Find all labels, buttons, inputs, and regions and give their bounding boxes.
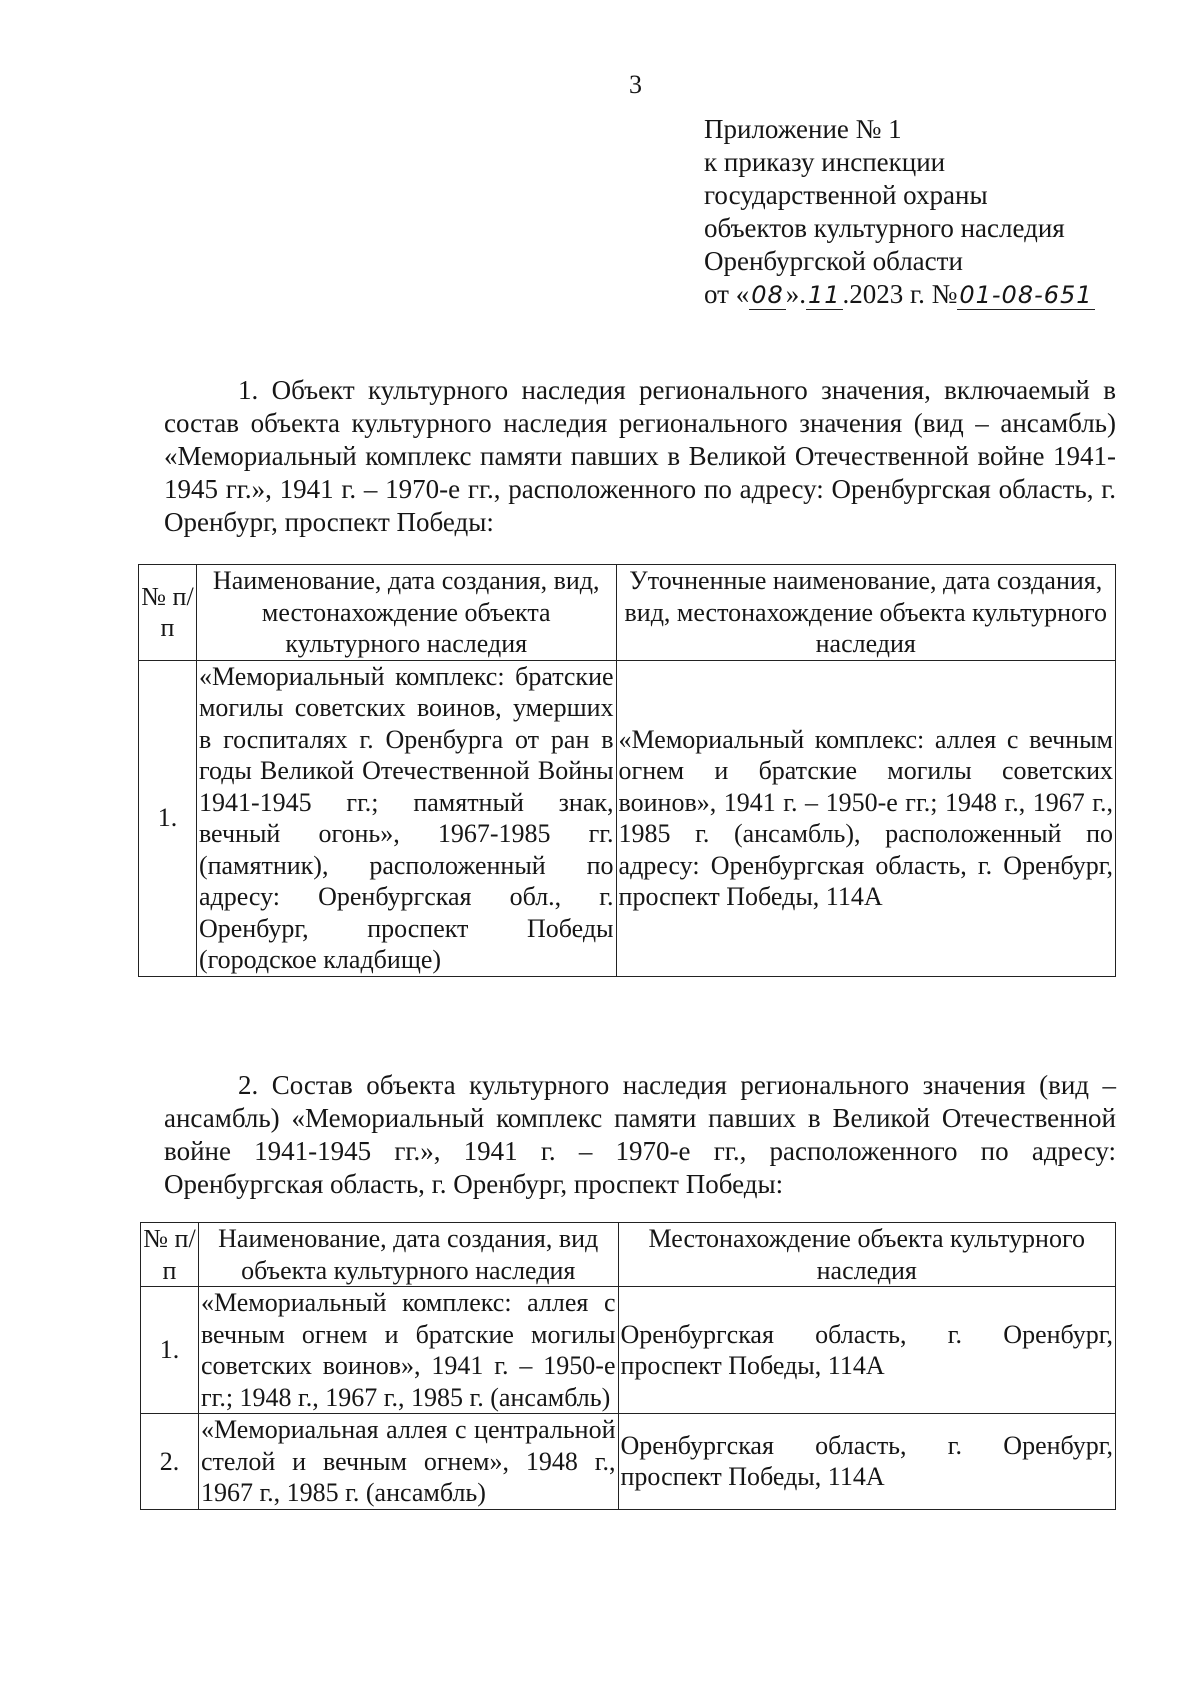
table-row [141,1287,1116,1414]
date-prefix: от « [704,279,750,309]
col-header-refined: Уточненные наименование, дата создания, вид, местонахождение объекта культурного наследия [616,565,1115,661]
col-header-name: Наименование, дата создания, вид, местонахождение объекта культурного наследия [196,565,616,661]
row-number: 1. [139,660,197,976]
col-header-number: № п/п [141,1223,199,1287]
section-1-table [138,564,1116,977]
table-row [141,1414,1116,1510]
location-cell: Оренбургская область, г. Оренбург, проспект Победы, 114А [618,1414,1115,1510]
appendix-line: к приказу инспекции [704,147,946,177]
order-date-line [704,278,1184,312]
table-header-row [139,565,1116,661]
object-name-cell: «Мемориальный комплекс: братские могилы советских воинов, умерших в госпиталях г. Оренбурга от ран в годы Великой Отечественной Войны 1941-1945 гг.; памятный знак, вечный огонь», 1967-1985 гг. (памятник), расположенный по адресу: Оренбургская обл., г. Оренбург, проспект Победы (городское кладбище) [196,660,616,976]
date-separator: ». [785,279,806,309]
col-header-name: Наименование, дата создания, вид объекта культурного наследия [198,1223,618,1287]
section-1-paragraph: 1. Объект культурного наследия регионального значения, включаемый в состав объекта культурного наследия регионального значения (вид – ансамбль) «Мемориальный комплекс памяти павших в Великой Отечественной войне 1941-1945 гг.», 1941 г. – 1970-е гг., расположенного по адресу: Оренбургская область, г. Оренбург, проспект Победы: [164,375,1116,537]
appendix-line: государственной охраны [704,180,988,210]
appendix-line: объектов культурного наследия [704,213,1065,243]
object-name-cell: «Мемориальная аллея с центральной стелой и вечным огнем», 1948 г., 1967 г., 1985 г. (ансамбль) [198,1414,618,1510]
row-number: 1. [141,1287,199,1414]
section-2-paragraph: 2. Состав объекта культурного наследия регионального значения (вид – ансамбль) «Мемориальный комплекс памяти павших в Великой Отечественной войне 1941-1945 гг.», 1941 г. – 1970-е гг., расположенного по адресу: Оренбургская область, г. Оренбург, проспект Победы: [164,1070,1116,1199]
col-header-location: Местонахождение объекта культурного наследия [618,1223,1115,1287]
table-header-row [141,1223,1116,1287]
appendix-line: Оренбургской области [704,246,963,276]
object-name-cell: «Мемориальный комплекс: аллея с вечным огнем и братские могилы советских воинов», 1941 г. – 1950-е гг.; 1948 г., 1967 г., 1985 г. (ансамбль) [198,1287,618,1414]
appendix-block [704,113,1184,312]
date-year: .2023 г. № [842,279,958,309]
handwritten-month: 11 [808,281,841,309]
section-2-table [140,1222,1116,1510]
handwritten-order-number: 01-08-651 [959,281,1093,309]
row-number: 2. [141,1414,199,1510]
page-number: 3 [629,70,642,99]
appendix-title: Приложение № 1 [704,114,902,144]
col-header-number: № п/п [139,565,197,661]
location-cell: Оренбургская область, г. Оренбург, проспект Победы, 114А [618,1287,1115,1414]
refined-name-cell: «Мемориальный комплекс: аллея с вечным огнем и братские могилы советских воинов», 1941 г. – 1950-е гг.; 1948 г., 1967 г., 1985 г. (ансамбль), расположенный по адресу: Оренбургская область, г. Оренбург, проспект Победы, 114А [616,660,1115,976]
table-row [139,660,1116,976]
handwritten-day: 08 [751,281,784,309]
